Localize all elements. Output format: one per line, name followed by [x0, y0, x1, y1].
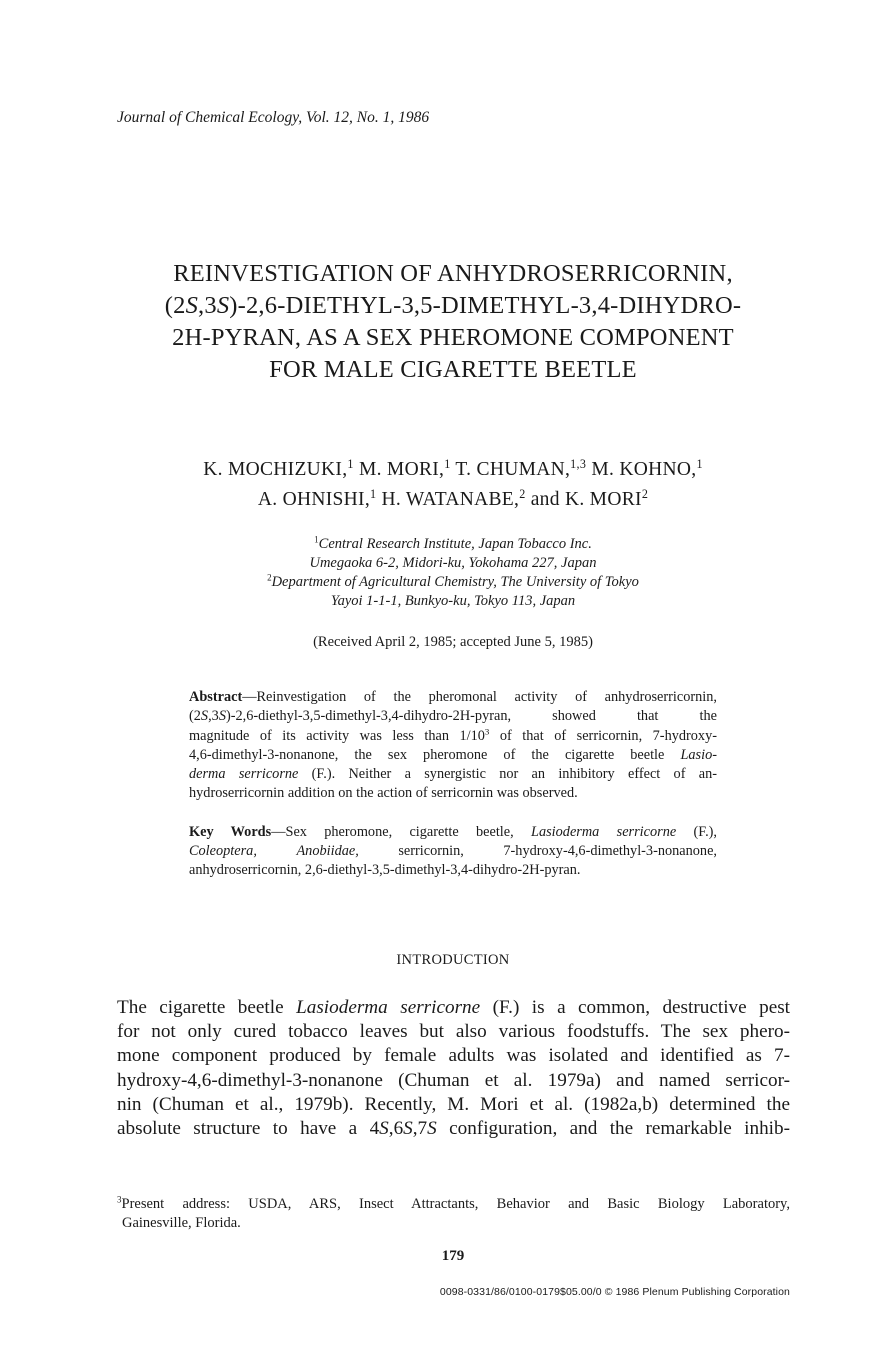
abstract-line: (2S,3S)-2,6-diethyl-3,5-dimethyl-3,4-dihydro-2H-pyran, showed that the — [189, 708, 717, 725]
affiliation-1-address: Umegaoka 6-2, Midori-ku, Yokohama 227, Japan — [309, 555, 597, 571]
author-list — [100, 455, 806, 515]
title-line-2: (2S,3S)-2,6-DIETHYL-3,5-DIMETHYL-3,4-DIHYDRO- — [164, 292, 742, 319]
keywords-line: Coleoptera, Anobiidae, serricornin, 7-hydroxy-4,6-dimethyl-3-nonanone, — [189, 843, 717, 860]
body-line: for not only cured tobacco leaves but also various foodstuffs. The sex phero- — [117, 1021, 790, 1043]
page-number: 179 — [441, 1248, 465, 1264]
affiliation-2: $^2$Department of Agricultural Chemistry, The University of Tokyo — [267, 572, 639, 590]
article-title — [100, 258, 806, 386]
body-line: mone component produced by female adults was isolated and identified as 7- — [117, 1045, 790, 1067]
affiliations — [150, 535, 756, 611]
keywords-line: anhydroserricornin, 2,6-diethyl-3,5-dimethyl-3,4-dihydro-2H-pyran. — [189, 862, 581, 879]
body-line: The cigarette beetle Lasioderma serricorne (F.) is a common, destructive pest — [117, 997, 791, 1018]
footnote — [117, 1195, 790, 1233]
body-line: absolute structure to have a 4S,6S,7S configuration, and the remarkable inhib- — [117, 1118, 790, 1140]
title-line-1: REINVESTIGATION OF ANHYDROSERRICORNIN, — [173, 260, 733, 287]
journal-header: Journal of Chemical Ecology, Vol. 12, No. 1, 1986 — [117, 109, 430, 126]
authors-line-2 — [100, 485, 806, 515]
received-dates: (Received April 2, 1985; accepted June 5, 1985) — [313, 634, 593, 650]
body-line: nin (Chuman et al., 1979b). Recently, M. Mori et al. (1982a,b) determined the — [117, 1093, 790, 1115]
copyright-line: 0098-0331/86/0100-0179$05.00/0 © 1986 Plenum Publishing Corporation — [439, 1286, 790, 1298]
footnote-line: $^3$Present address: USDA, ARS, Insect Attractants, Behavior and Basic Biology Laboratory, — [117, 1194, 790, 1212]
author: M. KOHNO,$^1$ — [591, 456, 703, 480]
author: K. MOCHIZUKI,$^1$ — [203, 456, 354, 480]
section-heading-introduction: INTRODUCTION — [396, 952, 510, 968]
abstract-line: derma serricorne (F.). Neither a synergistic nor an inhibitory effect of an- — [189, 766, 718, 783]
keywords-label: Key Words — [189, 823, 272, 840]
abstract-line: hydroserricornin addition on the action of serricornin was observed. — [189, 785, 578, 802]
author: and K. MORI$^2$ — [530, 486, 649, 510]
affiliation-2-address: Yayoi 1-1-1, Bunkyo-ku, Tokyo 113, Japan — [330, 593, 576, 609]
keywords-line: Key Words—Sex pheromone, cigarette beetle, Lasioderma serricorne (F.), — [189, 823, 718, 840]
authors-line-1 — [100, 455, 806, 485]
body-line: hydroxy-4,6-dimethyl-3-nonanone (Chuman et al. 1979a) and named serricor- — [117, 1069, 790, 1091]
footnote-line: Gainesville, Florida. — [122, 1215, 241, 1231]
author: M. MORI,$^1$ — [358, 456, 451, 480]
abstract-label: Abstract — [189, 689, 243, 705]
introduction-body — [117, 996, 790, 1141]
abstract-line: magnitude of its activity was less than $1/10^3$ of that of serricornin, 7-hydroxy- — [189, 726, 717, 744]
abstract-line: Abstract—Reinvestigation of the pheromonal activity of anhydroserricornin, — [189, 689, 717, 705]
title-line-3: 2H-PYRAN, AS A SEX PHEROMONE COMPONENT — [172, 324, 734, 351]
author: T. CHUMAN,$^{1,3}$ — [455, 456, 587, 480]
title-line-4: FOR MALE CIGARETTE BEETLE — [269, 356, 637, 383]
author: H. WATANABE,$^2$ — [381, 486, 526, 510]
abstract-line: 4,6-dimethyl-3-nonanone, the sex pheromone of the cigarette beetle Lasio- — [189, 746, 717, 763]
author: A. OHNISHI,$^1$ — [257, 486, 377, 510]
abstract — [189, 688, 717, 881]
affiliation-1: $^1$Central Research Institute, Japan Tobacco Inc. — [314, 534, 592, 552]
